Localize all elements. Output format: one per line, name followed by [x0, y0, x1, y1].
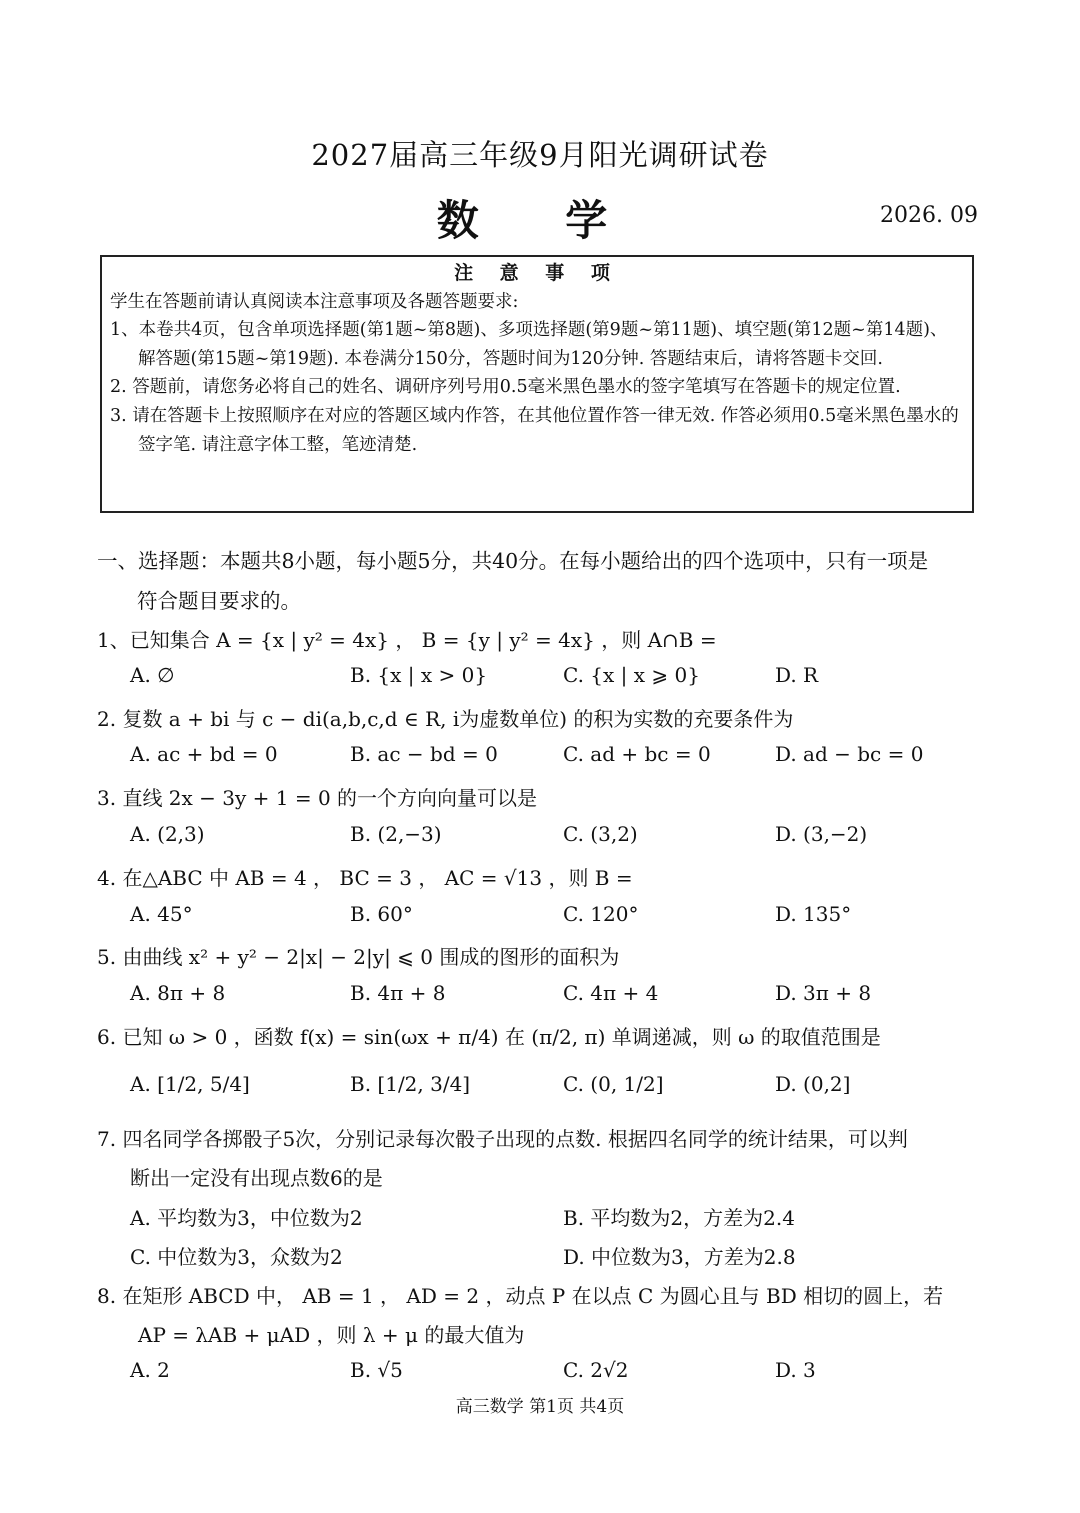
question-7-stem-line1: 7. 四名同学各掷骰子5次，分别记录每次骰子出现的点数. 根据四名同学的统计结果，可以判 [97, 1127, 908, 1151]
question-1-option-b: B. {x | x > 0} [350, 663, 488, 687]
question-8-stem-line2: AP = λAB + μAD ，则 λ + μ 的最大值为 [138, 1323, 525, 1347]
question-6-stem: 6. 已知 ω > 0 ，函数 f(x) = sin(ωx + π/4) 在 (π/2, π) 单调递减，则 ω 的取值范围是 [97, 1025, 881, 1049]
question-4-stem: 4. 在△ABC 中 AB = 4 ， BC = 3 ， AC = √13 ，则 B = [97, 866, 633, 890]
question-7-option-a: A. 平均数为3，中位数为2 [130, 1206, 363, 1230]
question-2-stem: 2. 复数 a + bi 与 c − di(a,b,c,d ∈ R, i为虚数单位) 的积为实数的充要条件为 [97, 707, 794, 731]
question-5-option-d: D. 3π + 8 [775, 981, 872, 1005]
question-8-option-b: B. √5 [350, 1358, 403, 1382]
question-8-option-a: A. 2 [130, 1358, 170, 1382]
notice-box [100, 255, 974, 513]
question-2-option-b: B. ac − bd = 0 [350, 742, 498, 766]
section-heading-line1: 一、选择题：本题共8小题，每小题5分，共40分。在每小题给出的四个选项中，只有一项是 [97, 549, 929, 573]
notice-item-2: 2. 答题前，请您务必将自己的姓名、调研序列号用0.5毫米黑色墨水的签字笔填写在答题卡的规定位置. [110, 377, 901, 398]
question-7-option-b: B. 平均数为2，方差为2.4 [563, 1206, 795, 1230]
question-4-option-c: C. 120° [563, 902, 639, 926]
question-6-option-c: C. (0, 1/2] [563, 1072, 664, 1096]
notice-heading: 注 意 事 项 [454, 262, 620, 284]
question-5-option-a: A. 8π + 8 [130, 981, 226, 1005]
question-3-option-c: C. (3,2) [563, 822, 638, 846]
question-4-option-d: D. 135° [775, 902, 852, 926]
question-2-option-d: D. ad − bc = 0 [775, 742, 924, 766]
question-5-option-b: B. 4π + 8 [350, 981, 446, 1005]
question-1-option-d: D. R [775, 663, 819, 687]
question-5-stem: 5. 由曲线 x² + y² − 2|x| − 2|y| ⩽ 0 围成的图形的面积为 [97, 945, 620, 969]
question-8-option-d: D. 3 [775, 1358, 816, 1382]
question-7-option-d: D. 中位数为3，方差为2.8 [563, 1245, 796, 1269]
subject-title: 数 学 [436, 196, 644, 245]
notice-intro: 学生在答题前请认真阅读本注意事项及各题答题要求: [110, 291, 519, 312]
question-3-option-a: A. (2,3) [130, 822, 205, 846]
notice-item-1: 1、本卷共4页，包含单项选择题(第1题~第8题)、多项选择题(第9题~第11题)、填空题(第12题~第14题)、解答题(第15题~第19题). 本卷满分150分，答题时间为120分钟. 答题结束后，请将答题卡交回. [110, 320, 948, 369]
page-footer: 高三数学 第1页 共4页 [455, 1397, 625, 1417]
question-3-stem: 3. 直线 2x − 3y + 1 = 0 的一个方向向量可以是 [97, 786, 538, 810]
exam-date: 2026. 09 [880, 203, 978, 228]
question-6-option-d: D. (0,2] [775, 1072, 851, 1096]
question-7-option-c: C. 中位数为3，众数为2 [130, 1245, 343, 1269]
exam-title: 2027届高三年级9月阳光调研试卷 [311, 138, 769, 172]
question-5-option-c: C. 4π + 4 [563, 981, 659, 1005]
question-1-option-c: C. {x | x ⩾ 0} [563, 663, 700, 687]
question-1-stem: 1、已知集合 A = {x | y² = 4x} ， B = {y | y² = 4x} ，则 A∩B = [97, 628, 717, 652]
question-3-option-d: D. (3,−2) [775, 822, 868, 846]
question-6-option-b: B. [1/2, 3/4] [350, 1072, 471, 1096]
question-4-option-b: B. 60° [350, 902, 413, 926]
question-2-option-a: A. ac + bd = 0 [130, 742, 278, 766]
section-heading-line2: 符合题目要求的。 [137, 589, 301, 613]
question-2-option-c: C. ad + bc = 0 [563, 742, 711, 766]
question-1-option-a: A. ∅ [130, 663, 175, 687]
question-6-option-a: A. [1/2, 5/4] [130, 1072, 250, 1096]
question-7-stem-line2: 断出一定没有出现点数6的是 [130, 1166, 383, 1190]
question-3-option-b: B. (2,−3) [350, 822, 442, 846]
question-8-option-c: C. 2√2 [563, 1358, 629, 1382]
notice-item-3: 3. 请在答题卡上按照顺序在对应的答题区域内作答，在其他位置作答一律无效. 作答必须用0.5毫米黑色墨水的签字笔. 请注意字体工整，笔迹清楚. [110, 405, 959, 455]
question-8-stem-line1: 8. 在矩形 ABCD 中， AB = 1 ， AD = 2 ，动点 P 在以点 C 为圆心且与 BD 相切的圆上，若 [97, 1284, 944, 1308]
section-heading [97, 541, 987, 621]
question-4-option-a: A. 45° [130, 902, 193, 926]
